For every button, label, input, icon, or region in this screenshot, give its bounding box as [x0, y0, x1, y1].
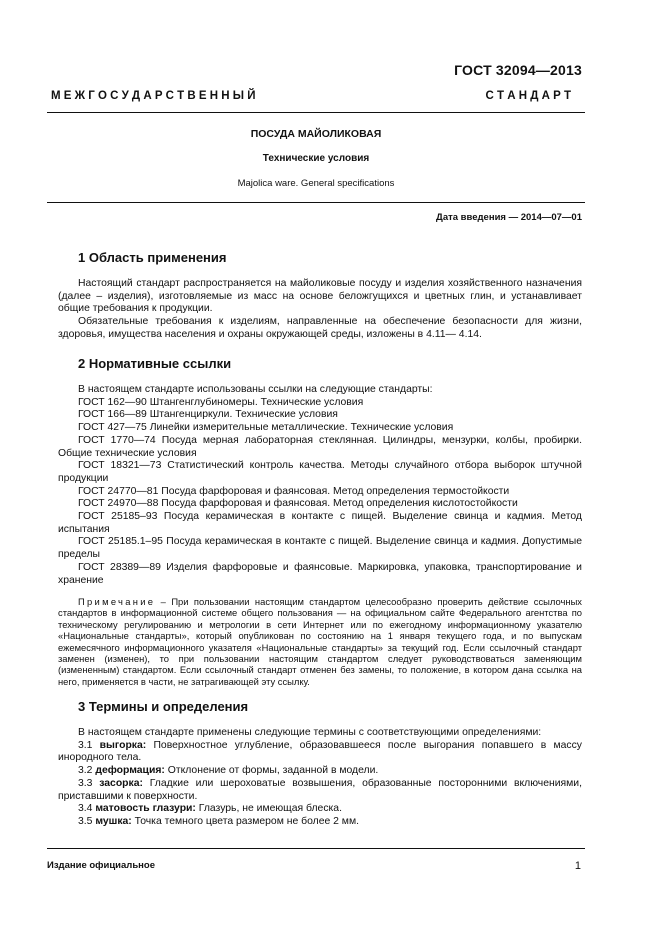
section-2-heading: 2 Нормативные ссылки [78, 356, 232, 371]
term-name: деформация: [95, 765, 165, 777]
term-name: матовость глазури: [95, 803, 196, 815]
term-definition: Глазурь, не имеющая блеска. [195, 803, 342, 815]
reference-item: ГОСТ 427—75 Линейки измерительные металлические. Технические условия [78, 422, 454, 434]
gost-code: ГОСТ 32094—2013 [454, 62, 582, 78]
term-name: засорка: [99, 777, 143, 789]
term-definition: Поверхностное углубление, образовавшееся после выгорания попавшего в массу инородного тела. [58, 739, 582, 764]
reference-item: ГОСТ 162—90 Штангенглубиномеры. Технические условия [78, 396, 364, 408]
section-3-heading: 3 Термины и определения [78, 699, 249, 714]
term-name: выгорка: [99, 739, 147, 751]
section-2-intro: В настоящем стандарте использованы ссылки на следующие стандарты: [78, 384, 433, 395]
reference-item: ГОСТ 25185.1–95 Посуда керамическая в контакте с пищей. Выделение свинца и кадмия. Допустимые пределы [58, 536, 582, 561]
official-edition-label: Издание официальное [47, 860, 155, 871]
banner-word-2: С Т А Н Д А Р Т [485, 90, 571, 102]
term-number: 3.5 [78, 815, 96, 827]
reference-item: ГОСТ 166—89 Штангенциркули. Технические условия [78, 409, 338, 421]
section-1-heading: 1 Область применения [78, 250, 227, 265]
section-2-note [58, 596, 582, 687]
term-number: 3.2 [78, 765, 96, 777]
section-3-intro: В настоящем стандарте применены следующие термины с соответствующими определениями: [78, 727, 542, 738]
term-number: 3.3 [78, 777, 100, 789]
term-name: мушка: [95, 815, 132, 827]
document-subtitle: Технические условия [262, 153, 370, 164]
note-label: Примечание [78, 596, 156, 607]
term-item [58, 778, 582, 803]
section-1-body [58, 278, 582, 342]
english-title: Majolica ware. General specifications [237, 178, 395, 189]
banner-word-1: М Е Ж Г О С У Д А Р С Т В Е Н Н Ы Й [51, 90, 256, 102]
term-definition: Гладкие или шероховатые возвышения, образованные посторонними включениями, приставшими к поверхности. [58, 777, 582, 802]
term-item [58, 740, 582, 765]
term-definition: Отклонение от формы, заданной в модели. [164, 765, 379, 777]
title-divider [47, 202, 585, 203]
interstate-standard-banner [51, 90, 571, 102]
reference-item: ГОСТ 18321—73 Статистический контроль качества. Методы случайного отбора выборок штучной продукции [58, 460, 582, 484]
term-definition: Точка темного цвета размером не более 2 мм. [131, 815, 359, 827]
term-number: 3.1 [78, 739, 100, 751]
term-item [58, 816, 582, 829]
reference-item: ГОСТ 1770—74 Посуда мерная лабораторная стеклянная. Цилиндры, мензурки, колбы, пробирки. Общие технические условия [58, 434, 582, 459]
footer-divider [47, 848, 585, 849]
note-text: – При пользовании настоящим стандартом целесообразно проверить действие ссылочных стандартов в информационной системе общего пользования — на официальном сайте Федерального агентства по техническому регулированию и метрологии в сети Интернет или по ежегодному информационному указателю «Национальные стандарты», который опубликован по состоянию на 1 января текущего года, и по выпускам ежемесячного информационного указателя «Национальные стандарты» за текущий год. Если ссылочный стандарт заменен (изменен), то при пользовании настоящим стандартом следует руководствоваться заменяющим (измененным) стандартом. Если ссылочный стандарт отменен без замены, то положение, в котором дана ссылка на него, применяется в части, не затрагивающей эту ссылку. [58, 596, 582, 687]
section-2-body [58, 384, 582, 587]
document-title: ПОСУДА МАЙОЛИКОВАЯ [250, 128, 382, 140]
reference-item: ГОСТ 25185–93 Посуда керамическая в контакте с пищей. Выделение свинца и кадмия. Метод испытания [58, 511, 582, 535]
term-item [58, 765, 582, 778]
introduction-date: Дата введения — 2014—07—01 [436, 212, 582, 223]
page-number: 1 [574, 860, 581, 872]
section-1-paragraph: Настоящий стандарт распространяется на майоликовые посуду и изделия хозяйственного назначения (далее – изделия), изготовляемые из масс на основе беложгущихся и цветных глин, и устанавливает общие требования к продукции. [58, 278, 582, 315]
reference-item: ГОСТ 24970—88 Посуда фарфоровая и фаянсовая. Метод определения кислотостойкости [78, 498, 518, 510]
top-divider [47, 112, 585, 113]
section-3-body [58, 727, 582, 829]
term-number: 3.4 [78, 803, 96, 815]
section-1-paragraph: Обязательные требования к изделиям, направленные на обеспечение безопасности для жизни, здоровья, имущества населения и охраны окружающей среды, изложены в 4.11— 4.14. [58, 316, 582, 340]
reference-item: ГОСТ 28389—89 Изделия фарфоровые и фаянсовые. Маркировка, упаковка, транспортирование и хранение [58, 561, 582, 586]
reference-item: ГОСТ 24770—81 Посуда фарфоровая и фаянсовая. Метод определения термостойкости [78, 485, 510, 497]
term-item [58, 803, 582, 816]
